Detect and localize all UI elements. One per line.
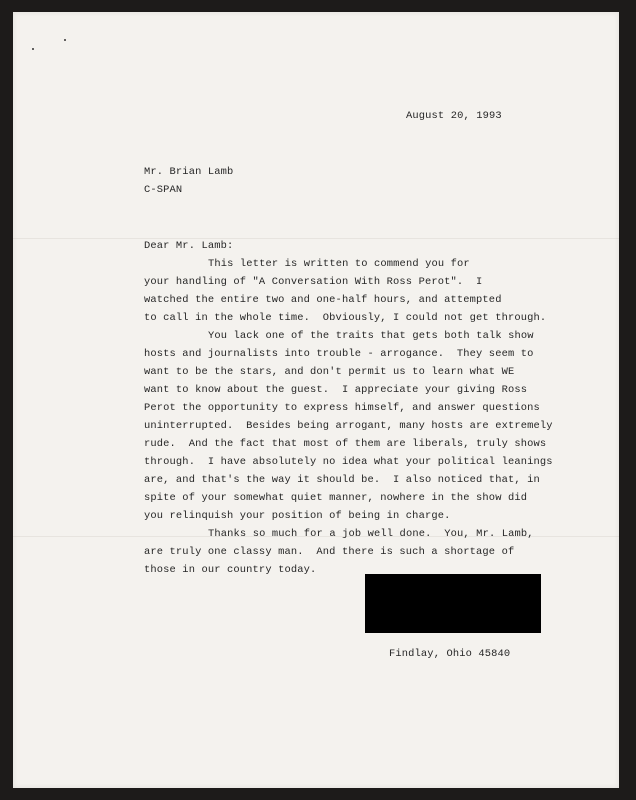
- body-line: This letter is written to commend you for: [208, 258, 470, 270]
- redacted-signature-block: [365, 574, 541, 633]
- sender-location: Findlay, Ohio 45840: [389, 648, 511, 660]
- body-line: want to be the stars, and don't permit us to learn what WE: [144, 366, 515, 378]
- letter-date: August 20, 1993: [406, 110, 502, 122]
- body-line: are truly one classy man. And there is such a shortage of: [144, 546, 515, 558]
- body-line: your handling of "A Conversation With Ross Perot". I: [144, 276, 483, 288]
- body-line: hosts and journalists into trouble - arrogance. They seem to: [144, 348, 534, 360]
- paper-speck: [64, 39, 66, 41]
- salutation: Dear Mr. Lamb:: [144, 240, 234, 252]
- body-line: those in our country today.: [144, 564, 317, 576]
- recipient-name: Mr. Brian Lamb: [144, 166, 234, 178]
- body-line: want to know about the guest. I appreciate your giving Ross: [144, 384, 528, 396]
- body-line: uninterrupted. Besides being arrogant, many hosts are extremely: [144, 420, 553, 432]
- body-line: are, and that's the way it should be. I also noticed that, in: [144, 474, 540, 486]
- body-line: Thanks so much for a job well done. You, Mr. Lamb,: [208, 528, 534, 540]
- page-fold-line: [13, 238, 619, 239]
- recipient-organization: C-SPAN: [144, 184, 183, 196]
- body-line: Perot the opportunity to express himself, and answer questions: [144, 402, 540, 414]
- body-line: spite of your somewhat quiet manner, nowhere in the show did: [144, 492, 528, 504]
- letter-page: [13, 12, 619, 788]
- paper-speck: [32, 48, 34, 50]
- body-line: to call in the whole time. Obviously, I could not get through.: [144, 312, 547, 324]
- body-line: watched the entire two and one-half hours, and attempted: [144, 294, 502, 306]
- body-line: through. I have absolutely no idea what your political leanings: [144, 456, 553, 468]
- body-line: You lack one of the traits that gets both talk show: [208, 330, 534, 342]
- body-line: you relinquish your position of being in charge.: [144, 510, 451, 522]
- body-line: rude. And the fact that most of them are liberals, truly shows: [144, 438, 547, 450]
